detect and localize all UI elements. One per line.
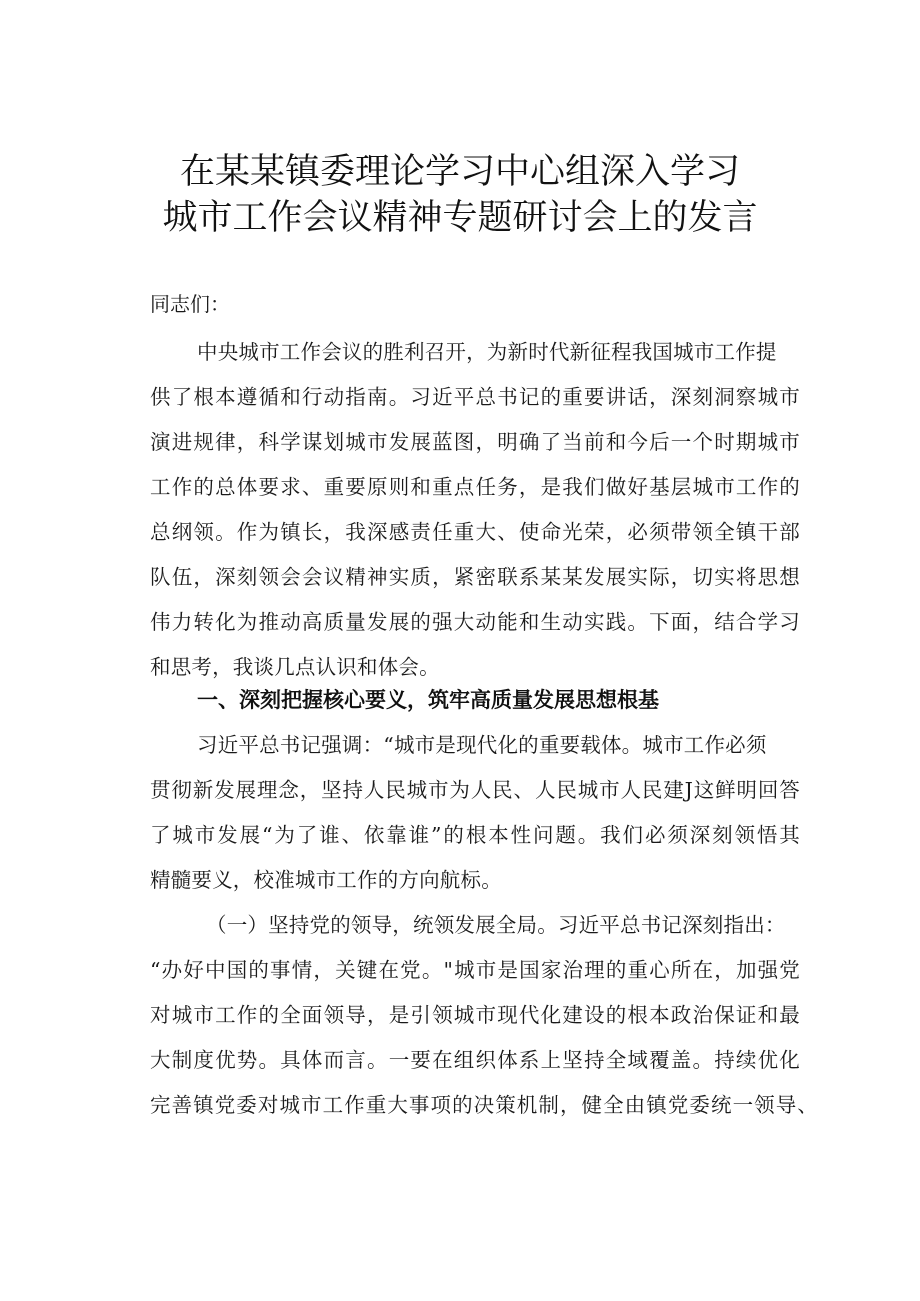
intro-line: 伟力转化为推动高质量发展的强大动能和生动实践。下面，结合学习	[150, 610, 800, 634]
intro-line: 演进规律，科学谋划城市发展蓝图，明确了当前和今后一个时期城市	[150, 430, 800, 454]
subsection-line: 完善镇党委对城市工作重大事项的决策机制，健全由镇党委统一领导、	[150, 1093, 818, 1117]
section-line: 精髓要义，校准城市工作的方向航标。	[150, 868, 502, 892]
intro-line: 队伍，深刻领会会议精神实质，紧密联系某某发展实际，切实将思想	[150, 565, 800, 589]
intro-line: 总纲领。作为镇长，我深感责任重大、使命光荣，必须带领全镇干部	[150, 520, 800, 544]
subsection-line: 大制度优势。具体而言。一要在组织体系上坚持全域覆盖。持续优化	[150, 1048, 800, 1072]
section-line: 了城市发展“为了谁、依靠谁”的根本性问题。我们必须深刻领悟其	[150, 823, 800, 847]
document-title-line-1: 在某某镇委理论学习中心组深入学习	[179, 152, 740, 192]
intro-line: 和思考，我谈几点认识和体会。	[150, 655, 440, 679]
subsection-line: “办好中国的事情，关键在党。"城市是国家治理的重心所在，加强党	[150, 958, 800, 982]
salutation: 同志们：	[150, 292, 230, 316]
intro-line: 中央城市工作会议的胜利召开，为新时代新征程我国城市工作提	[197, 340, 777, 364]
section-line: 习近平总书记强调：“城市是现代化的重要载体。城市工作必须	[197, 733, 767, 757]
subsection-line: 对城市工作的全面领导，是引领城市现代化建设的根本政治保证和最	[150, 1003, 800, 1027]
document-title-line-2: 城市工作会议精神专题研讨会上的发言	[162, 198, 758, 238]
intro-line: 工作的总体要求、重要原则和重点任务，是我们做好基层城市工作的	[150, 475, 800, 499]
subsection-line: （一）坚持党的领导，统领发展全局。习近平总书记深刻指出：	[206, 913, 786, 937]
section-line: 贯彻新发展理念，坚持人民城市为人民、人民城市人民建J这鲜明回答	[150, 778, 800, 802]
intro-line: 供了根本遵循和行动指南。习近平总书记的重要讲话，深刻洞察城市	[150, 385, 800, 409]
section-heading: 一、深刻把握核心要义，筑牢高质量发展思想根基	[197, 688, 659, 712]
